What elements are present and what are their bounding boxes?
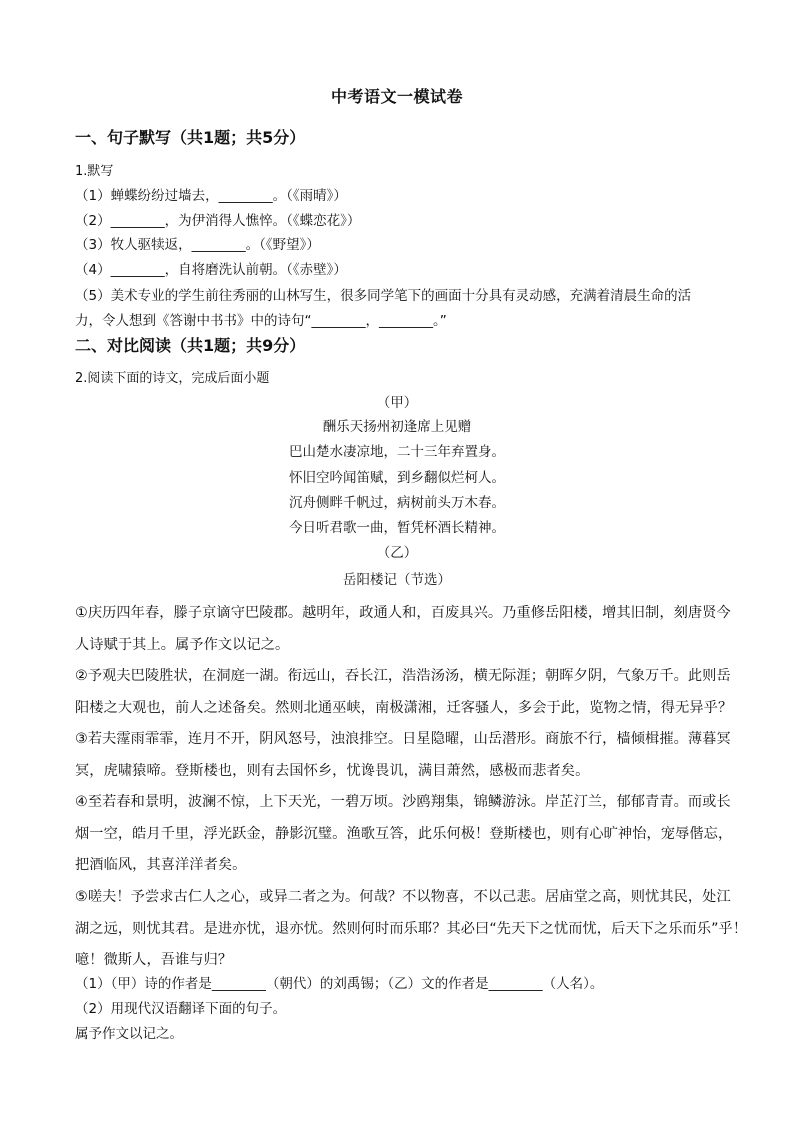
prose-line: 烟一空，皓月千里，浮光跃金，静影沉璧。渔歌互答，此乐何极！登斯楼也，则有心旷神怡，宠辱偕忘， xyxy=(75,825,733,842)
prose-label: （乙） xyxy=(376,545,418,561)
dictation-item: （2）________，为伊消得人憔悴。（《蝶恋花》） xyxy=(75,213,361,229)
prose-line: ⑤嗟夫！予尝求古仁人之心，或异二者之为。何哉？不以物喜，不以己悲。居庙堂之高，则忧其民，处江 xyxy=(75,889,731,905)
sub-question-prompt: 属予作文以记之。 xyxy=(75,1026,183,1042)
prose-line: 阳楼之大观也，前人之述备矣。然则北通巫峡，南极潇湘，迁客骚人，多会于此，览物之情，得无异乎？ xyxy=(75,699,733,716)
prose-paragraph-5 xyxy=(75,882,748,977)
prose-line: ③若夫霪雨霏霏，连月不开，阴风怒号，浊浪排空。日星隐曜，山岳潜形。商旅不行，樯倾楫摧。薄暮冥 xyxy=(75,731,731,747)
dictation-item: 力，令人想到《答谢中书书》中的诗句“________，________。” xyxy=(75,313,447,329)
prose-paragraph-3 xyxy=(75,724,731,787)
sub-question: （2）用现代汉语翻译下面的句子。 xyxy=(75,1001,287,1017)
section-heading-dictation: 一、句子默写（共1题；共5分） xyxy=(75,128,306,147)
prose-paragraph-4 xyxy=(75,787,733,882)
prose-title: 岳阳楼记（节选） xyxy=(343,572,451,588)
poem-line: 怀旧空吟闻笛赋，到乡翻似烂柯人。 xyxy=(289,470,505,486)
poem-label: （甲） xyxy=(376,395,418,411)
prose-line: ②予观夫巴陵胜状，在洞庭一湖。衔远山，吞长江，浩浩汤汤，横无际涯；朝晖夕阴，气象万千。此则岳 xyxy=(75,668,731,684)
poem-line: 巴山楚水凄凉地，二十三年弃置身。 xyxy=(289,444,505,460)
question-label: 1.默写 xyxy=(75,164,114,179)
dictation-item: （4）________，自将磨洗认前朝。（《赤壁》） xyxy=(75,262,347,278)
dictation-item: （5）美术专业的学生前往秀丽的山林写生，很多同学笔下的画面十分具有灵动感，充满着清晨生命的活 xyxy=(75,288,692,304)
prose-paragraph-2 xyxy=(75,661,733,724)
prose-line: 人诗赋于其上。属予作文以记之。 xyxy=(75,636,290,653)
prose-line: ①庆历四年春，滕子京谪守巴陵郡。越明年，政通人和，百废具兴。乃重修岳阳楼，增其旧制，刻唐贤今 xyxy=(75,605,731,621)
prose-line: ④至若春和景明，波澜不惊，上下天光，一碧万顷。沙鸥翔集，锦鳞游泳。岸芷汀兰，郁郁青青。而或长 xyxy=(75,794,731,810)
question-label: 2.阅读下面的诗文，完成后面小题 xyxy=(75,371,270,386)
page-title: 中考语文一模试卷 xyxy=(330,87,463,106)
prose-line: 把酒临风，其喜洋洋者矣。 xyxy=(75,857,247,873)
prose-paragraph-1 xyxy=(75,598,731,661)
poem-line: 今日听君歌一曲，暂凭杯酒长精神。 xyxy=(289,520,505,536)
dictation-item: （3）牧人驱犊返，________。（《野望》） xyxy=(75,237,320,253)
sub-question: （1）（甲）诗的作者是________（朝代）的刘禹锡；（乙）文的作者是________（人名）。 xyxy=(75,976,604,992)
poem-title: 酬乐天扬州初逢席上见赠 xyxy=(322,419,472,435)
prose-line: 噫！微斯人，吾谁与归？ xyxy=(75,952,233,968)
poem-line: 沉舟侧畔千帆过，病树前头万木春。 xyxy=(289,495,505,511)
section-heading-comparative-reading: 二、对比阅读（共1题；共9分） xyxy=(75,336,306,355)
prose-line: 冥，虎啸猿啼。登斯楼也，则有去国怀乡，忧谗畏讥，满目萧然，感极而悲者矣。 xyxy=(75,762,590,779)
prose-line: 湖之远，则忧其君。是进亦忧，退亦忧。然则何时而乐耶？其必曰“先天下之忧而忧，后天下之乐而乐”乎！ xyxy=(75,920,748,937)
dictation-item: （1）蝉蝶纷纷过墙去，________。（《雨晴》） xyxy=(75,188,347,204)
